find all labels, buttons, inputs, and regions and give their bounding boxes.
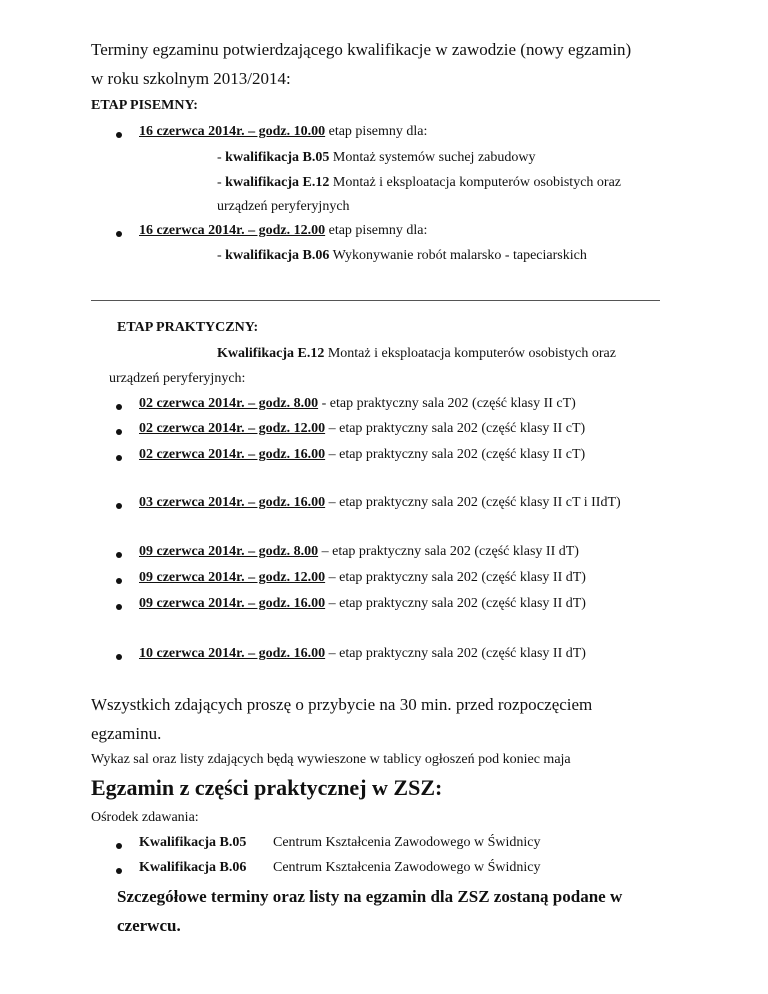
practical-session bbox=[139, 570, 586, 586]
written-session-2 bbox=[139, 223, 427, 239]
practical-session bbox=[139, 495, 621, 511]
session-text: – etap praktyczny sala 202 (część klasy II cT) bbox=[325, 447, 586, 462]
item-code: kwalifikacja E.12 bbox=[225, 175, 330, 190]
bullet-icon bbox=[116, 552, 122, 558]
item-prefix: - bbox=[217, 175, 226, 190]
bullet-icon bbox=[116, 132, 122, 138]
bullet-icon bbox=[116, 429, 122, 435]
zsz-center-code: Kwalifikacja B.06 bbox=[139, 860, 247, 875]
bullet-icon bbox=[116, 455, 122, 461]
session-text: – etap praktyczny sala 202 (część klasy II dT) bbox=[325, 596, 586, 611]
bullet-icon bbox=[116, 404, 122, 410]
bullet-icon bbox=[116, 231, 122, 237]
bullet-icon bbox=[116, 654, 122, 660]
session-text: – etap praktyczny sala 202 (część klasy II dT) bbox=[325, 570, 586, 585]
session-date: 03 czerwca 2014r. – godz. 16.00 bbox=[139, 495, 326, 510]
practical-session bbox=[139, 544, 579, 560]
written-item bbox=[217, 175, 621, 191]
practical-qual-continuation: urządzeń peryferyjnych: bbox=[109, 371, 246, 386]
session-date: 09 czerwca 2014r. – godz. 12.00 bbox=[139, 570, 326, 585]
practical-qual-desc: Montaż i eksploatacja komputerów osobistych oraz bbox=[324, 346, 616, 361]
session-date: 02 czerwca 2014r. – godz. 16.00 bbox=[139, 447, 326, 462]
session-date: 09 czerwca 2014r. – godz. 16.00 bbox=[139, 596, 326, 611]
practical-session bbox=[139, 646, 586, 662]
item-desc: Montaż i eksploatacja komputerów osobistych oraz bbox=[329, 175, 621, 190]
item-prefix: - bbox=[217, 150, 226, 165]
written-item-continuation: urządzeń peryferyjnych bbox=[217, 199, 350, 214]
intro-line-1: Terminy egzaminu potwierdzającego kwalifikacje w zawodzie (nowy egzamin) bbox=[91, 40, 632, 59]
bullet-icon bbox=[116, 604, 122, 610]
written-session-2-suffix: etap pisemny dla: bbox=[325, 223, 428, 238]
notice-line-1: Wszystkich zdających proszę o przybycie na 30 min. przed rozpoczęciem bbox=[91, 695, 593, 714]
item-desc: Montaż systemów suchej zabudowy bbox=[329, 150, 536, 165]
practical-session bbox=[139, 447, 585, 463]
practical-session bbox=[139, 396, 576, 412]
session-date: 02 czerwca 2014r. – godz. 12.00 bbox=[139, 421, 326, 436]
zsz-footer-line-1: Szczegółowe terminy oraz listy na egzamin dla ZSZ zostaną podane w bbox=[117, 887, 623, 906]
written-session-1-suffix: etap pisemny dla: bbox=[325, 124, 428, 139]
session-text: – etap praktyczny sala 202 (część klasy II dT) bbox=[318, 544, 579, 559]
zsz-heading: Egzamin z części praktycznej w ZSZ: bbox=[91, 775, 443, 800]
written-session-1 bbox=[139, 124, 427, 140]
item-desc: Wykonywanie robót malarsko - tapeciarskich bbox=[329, 248, 587, 263]
written-heading: ETAP PISEMNY: bbox=[91, 98, 198, 113]
practical-session bbox=[139, 421, 585, 437]
written-item bbox=[217, 150, 535, 166]
zsz-center-code: Kwalifikacja B.05 bbox=[139, 835, 247, 850]
item-prefix: - bbox=[217, 248, 226, 263]
written-item bbox=[217, 248, 587, 264]
bullet-icon bbox=[116, 503, 122, 509]
item-code: kwalifikacja B.05 bbox=[225, 150, 330, 165]
bullet-icon bbox=[116, 843, 122, 849]
bullet-icon bbox=[116, 868, 122, 874]
session-text: – etap praktyczny sala 202 (część klasy II cT i IIdT) bbox=[325, 495, 621, 510]
zsz-center-label: Ośrodek zdawania: bbox=[91, 810, 199, 825]
session-text: – etap praktyczny sala 202 (część klasy II cT) bbox=[325, 421, 586, 436]
session-text: - etap praktyczny sala 202 (część klasy II cT) bbox=[318, 396, 576, 411]
practical-heading: ETAP PRAKTYCZNY: bbox=[117, 320, 259, 335]
intro-line-2: w roku szkolnym 2013/2014: bbox=[91, 69, 291, 88]
session-date: 09 czerwca 2014r. – godz. 8.00 bbox=[139, 544, 319, 559]
bullet-icon bbox=[116, 578, 122, 584]
practical-qualification bbox=[217, 346, 616, 362]
item-code: kwalifikacja B.06 bbox=[225, 248, 330, 263]
written-session-2-date: 16 czerwca 2014r. – godz. 12.00 bbox=[139, 223, 326, 238]
zsz-center-name: Centrum Kształcenia Zawodowego w Świdnicy bbox=[273, 860, 541, 875]
practical-qual-code: Kwalifikacja E.12 bbox=[217, 346, 325, 361]
written-session-1-date: 16 czerwca 2014r. – godz. 10.00 bbox=[139, 124, 326, 139]
session-date: 10 czerwca 2014r. – godz. 16.00 bbox=[139, 646, 326, 661]
notice-line-2: egzaminu. bbox=[91, 724, 162, 743]
practical-session bbox=[139, 596, 586, 612]
notice-small: Wykaz sal oraz listy zdających będą wywieszone w tablicy ogłoszeń pod koniec maja bbox=[91, 752, 571, 767]
session-text: – etap praktyczny sala 202 (część klasy II dT) bbox=[325, 646, 586, 661]
divider bbox=[91, 300, 660, 301]
zsz-footer-line-2: czerwcu. bbox=[117, 916, 181, 935]
zsz-center-name: Centrum Kształcenia Zawodowego w Świdnicy bbox=[273, 835, 541, 850]
session-date: 02 czerwca 2014r. – godz. 8.00 bbox=[139, 396, 319, 411]
